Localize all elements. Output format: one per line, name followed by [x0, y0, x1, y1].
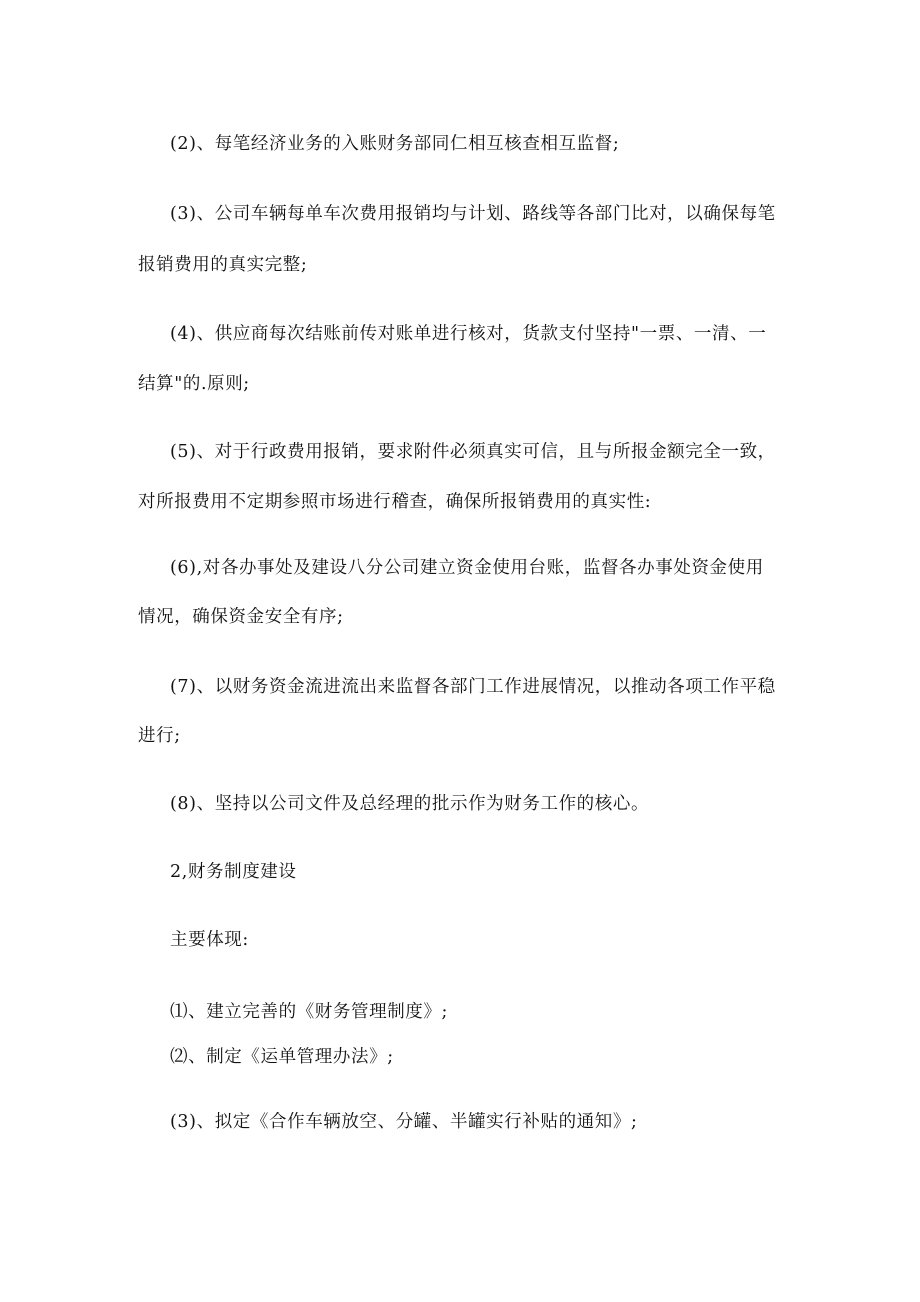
paragraph-line: 情况，确保资金安全有序;	[138, 607, 344, 627]
paragraph-line: 对所报费用不定期参照市场进行稽查，确保所报销费用的真实性:	[138, 492, 652, 512]
subheading: 主要体现:	[170, 930, 249, 950]
paragraph-line: (7)、以财务资金流进流出来监督各部门工作进展情况，以推动各项工作平稳	[170, 677, 776, 697]
paragraph-line: 报销费用的真实完整;	[138, 255, 308, 275]
paragraph-line: (4)、供应商每次结账前传对账单进行核对，货款支付坚持"一票、一清、一	[170, 324, 767, 344]
list-item: ⑵、制定《运单管理办法》;	[170, 1047, 394, 1067]
paragraph-line: 进行;	[138, 726, 181, 746]
list-item: (3)、拟定《合作车辆放空、分罐、半罐实行补贴的通知》;	[170, 1112, 638, 1132]
paragraph-line: (8)、坚持以公司文件及总经理的批示作为财务工作的核心。	[170, 794, 650, 814]
paragraph-line: (6),对各办事处及建设八分公司建立资金使用台账，监督各办事处资金使用	[170, 558, 764, 578]
paragraph-line: (2)、每笔经济业务的入账财务部同仁相互核查相互监督;	[170, 134, 620, 154]
list-item: ⑴、建立完善的《财务管理制度》;	[170, 1002, 448, 1022]
section-heading: 2,财务制度建设	[170, 862, 297, 882]
paragraph-line: (5)、对于行政费用报销，要求附件必须真实可信，且与所报金额完全一致，	[170, 442, 776, 462]
paragraph-line: (3)、公司车辆每单车次费用报销均与计划、路线等各部门比对，以确保每笔	[170, 204, 776, 224]
paragraph-line: 结算"的.原则;	[138, 374, 250, 394]
